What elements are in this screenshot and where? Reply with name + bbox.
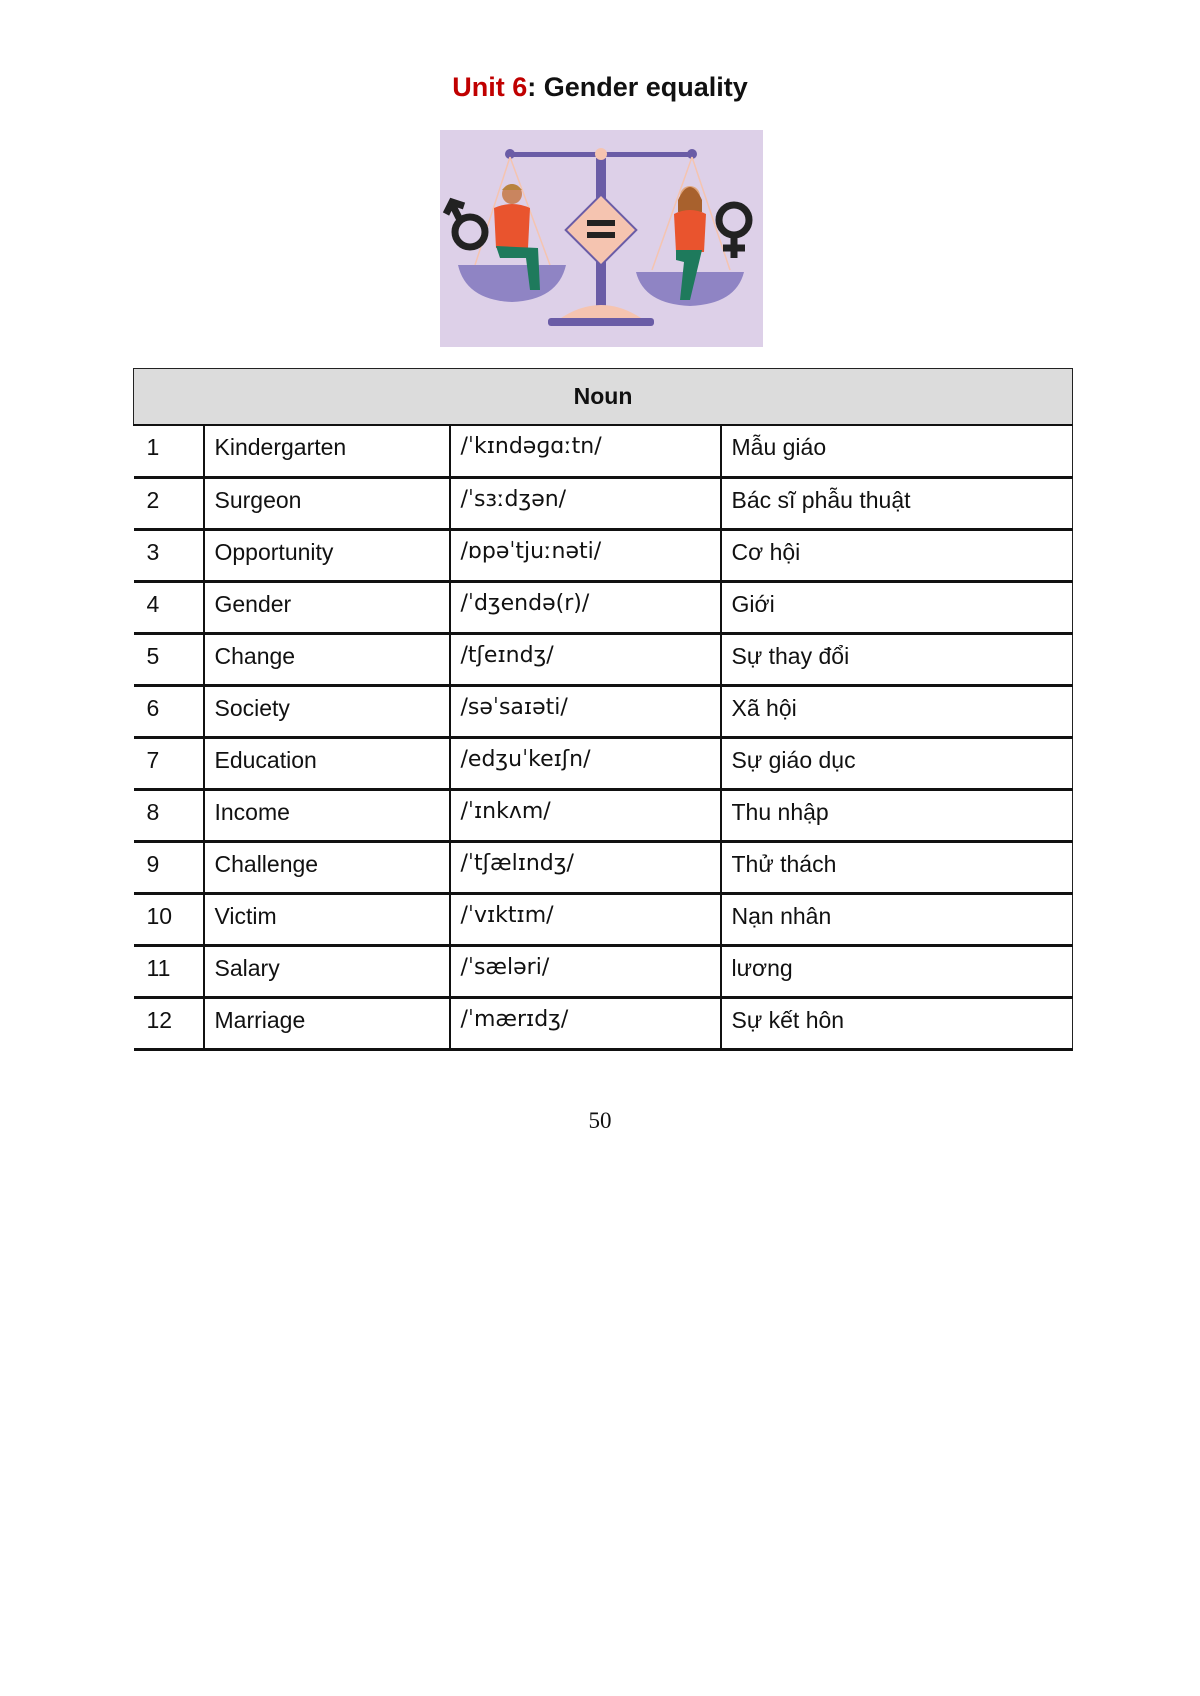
row-number: 3: [134, 529, 204, 581]
vocabulary-table: [133, 368, 1073, 1051]
row-number: 6: [134, 685, 204, 737]
meaning: Thu nhập: [721, 789, 1073, 841]
table-row: [134, 633, 1073, 685]
row-number: 5: [134, 633, 204, 685]
table-row: [134, 529, 1073, 581]
table-row: [134, 997, 1073, 1049]
unit-label: Unit 6: [452, 72, 528, 102]
title-separator: :: [527, 72, 537, 102]
word: Gender: [204, 581, 450, 633]
table-row: [134, 737, 1073, 789]
row-number: 9: [134, 841, 204, 893]
table-row: [134, 477, 1073, 529]
meaning: Thử thách: [721, 841, 1073, 893]
meaning: Nạn nhân: [721, 893, 1073, 945]
table-row: [134, 685, 1073, 737]
meaning: Giới: [721, 581, 1073, 633]
word: Income: [204, 789, 450, 841]
word: Education: [204, 737, 450, 789]
title-text: Gender equality: [536, 72, 748, 102]
pronunciation: /ˈɪnkʌm/: [450, 789, 721, 841]
row-number: 2: [134, 477, 204, 529]
row-number: 11: [134, 945, 204, 997]
table-row: [134, 581, 1073, 633]
table-header-row: [134, 369, 1073, 426]
row-number: 4: [134, 581, 204, 633]
row-number: 1: [134, 425, 204, 477]
pronunciation: /ˈsɜːdʒən/: [450, 477, 721, 529]
meaning: Mẫu giáo: [721, 425, 1073, 477]
pronunciation: /ˈdʒendə(r)/: [450, 581, 721, 633]
pronunciation: /ˈtʃælɪndʒ/: [450, 841, 721, 893]
page-number: 50: [588, 1108, 612, 1133]
row-number: 10: [134, 893, 204, 945]
word: Challenge: [204, 841, 450, 893]
pronunciation: /ˈmærɪdʒ/: [450, 997, 721, 1049]
pronunciation: /ˈkɪndəɡɑːtn/: [450, 425, 721, 477]
table-row: [134, 425, 1073, 477]
word: Kindergarten: [204, 425, 450, 477]
word: Victim: [204, 893, 450, 945]
word: Change: [204, 633, 450, 685]
table-row: [134, 841, 1073, 893]
meaning: Cơ hội: [721, 529, 1073, 581]
meaning: lương: [721, 945, 1073, 997]
word: Marriage: [204, 997, 450, 1049]
word: Surgeon: [204, 477, 450, 529]
pronunciation: /səˈsaɪəti/: [450, 685, 721, 737]
pronunciation: /ˈvɪktɪm/: [450, 893, 721, 945]
row-number: 12: [134, 997, 204, 1049]
word: Society: [204, 685, 450, 737]
meaning: Sự thay đổi: [721, 633, 1073, 685]
table-row: [134, 893, 1073, 945]
word: Opportunity: [204, 529, 450, 581]
pronunciation: /edʒuˈkeɪʃn/: [450, 737, 721, 789]
meaning: Bác sĩ phẫu thuật: [721, 477, 1073, 529]
meaning: Sự giáo dục: [721, 737, 1073, 789]
meaning: Xã hội: [721, 685, 1073, 737]
gender-equality-illustration: [440, 130, 763, 347]
table-row: [134, 789, 1073, 841]
page-title: [0, 72, 1200, 103]
pronunciation: /tʃeɪndʒ/: [450, 633, 721, 685]
pronunciation: /ˈsæləri/: [450, 945, 721, 997]
table-row: [134, 945, 1073, 997]
pronunciation: /ɒpəˈtjuːnəti/: [450, 529, 721, 581]
noun-header: Noun: [134, 369, 1073, 426]
row-number: 7: [134, 737, 204, 789]
word: Salary: [204, 945, 450, 997]
meaning: Sự kết hôn: [721, 997, 1073, 1049]
row-number: 8: [134, 789, 204, 841]
